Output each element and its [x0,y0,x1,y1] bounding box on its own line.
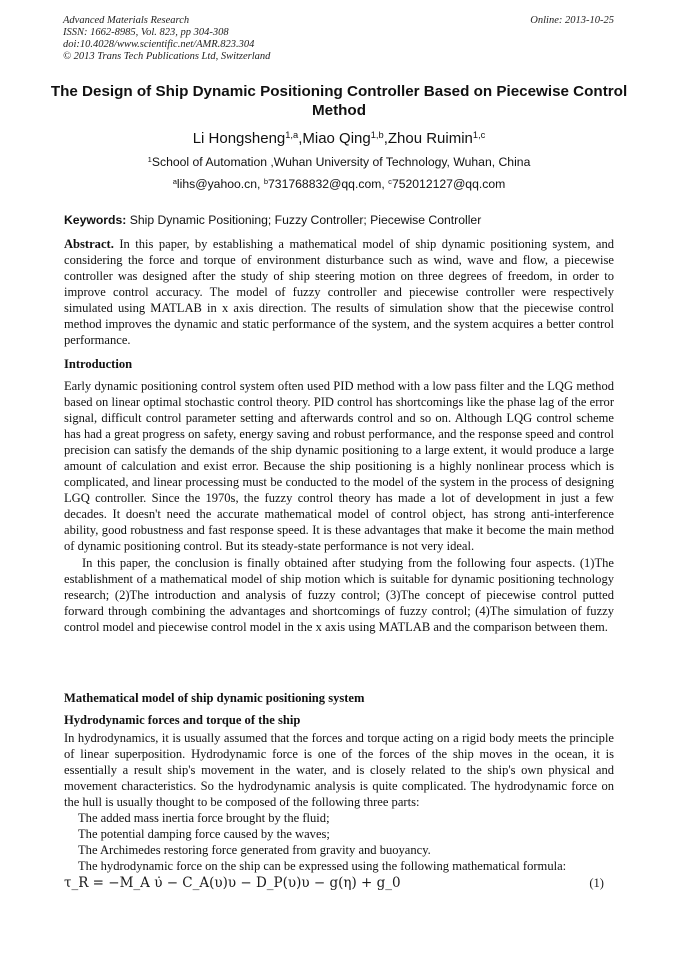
author-name: Li Hongsheng [192,130,286,147]
online-date: Online: 2013-10-25 [530,15,614,26]
author-name: Miao Qing [302,130,371,147]
email-link[interactable]: 731768832@qq.com [268,177,382,191]
abstract-text: In this paper, by establishing a mathematical model of ship dynamic positioning system, and considering the force and torque of environment disturbance such as wind, wave and flow, a piecewise controller was designed after the study of ship steering motion on three degrees of freedom, in order to improve control accuracy. The model of fuzzy controller and piecewise controller were respectively simulated using MATLAB in x axis direction. The results of simulation show that the piecewise control method improves the dynamic and static performance of the system, and the system acquires a better control performance. [64,237,614,348]
abstract-label: Abstract. [64,237,114,251]
introduction-paragraph: In this paper, the conclusion is finally obtained after studying from the following four aspects. (1)The establishment of a mathematical model of ship motion which is suitable for dynamic positioning technology research; (2)The introduction and analysis of fuzzy control; (3)The concept of piecewise control putted forward through combining the advantages and shortcomings of fuzzy control; (4)The simulation of fuzzy control model and piecewise control model in the x axis using MATLAB and the comparison between them. [64,555,614,634]
introduction-paragraph: Early dynamic positioning control system often used PID method with a low pass filter and the LQG method based on linear optimal stochastic control theory. PID control has shortcomings like the phase lag of the error signal, difficult control parameter setting and afterwards control and so on. Although LQG control scheme has had a great progress on safety, energy saving and robust performance, and the response speed and control precision can satisfy the demands of the ship dynamic positioning to a large extent, it would produce a large amount of calculation and exist error. Because the ship positioning is a highly nonlinear process which is complicated, and linear processing must be conducted to the model of the system in the process of designing LGQ controller. Since the 1970s, the fuzzy control theory has made a lot of development in just a few decades. It doesn't need the accurate mathematical model of control object, has strong anti-interference ability, good robustness and fast response speed. It is these advantages that make it become the main method of dynamic positioning control. But its steady-state performance is not very ideal. [64,379,614,554]
author-sup: 1,a [285,129,299,140]
email-link[interactable]: 752012127@qq.com [391,177,506,191]
affiliation [40,155,638,170]
introduction-heading: Introduction [64,357,133,371]
journal-header [63,15,270,63]
doi: doi:10.4028/www.scientific.net/AMR.823.304 [63,39,255,50]
journal-name: Advanced Materials Research [63,15,190,26]
author-separator: , [383,130,388,147]
keywords-label: Keywords: [64,213,127,227]
list-item: The hydrodynamic force on the ship can be expressed using the following mathematical formula: [78,859,567,874]
email-separator: , [257,177,264,191]
introduction-body [64,378,614,635]
email-separator: , [381,177,389,191]
author-sup: 1,b [370,129,384,140]
keywords [64,213,616,228]
paper-title: The Design of Ship Dynamic Positioning Controller Based on Piecewise Control Method [50,83,628,119]
list-item: The added mass inertia force brought by the fluid; [78,811,330,826]
hydrodynamics-paragraph: In hydrodynamics, it is usually assumed that the forces and torque acting on a rigid body meets the principle of linear superposition. Hydrodynamic force is one of the forces of the ship moves in the ocean, it is essentially a result ship's movement in the water, and is closely related to the ship's own physical and movement characteristics. So the hydrodynamic analysis is quite complicated. The hydrodynamic force on the hull is usually thought to be composed of the following three parts: [64,731,614,810]
email-sup: b [263,176,269,186]
issn: ISSN: 1662-8985, Vol. 823, pp 304-308 [63,27,229,38]
subsection-heading: Hydrodynamic forces and torque of the ship [64,713,301,727]
affiliation-sup: 1 [147,154,152,164]
email-sup: a [172,176,177,186]
equation-1 [64,873,604,895]
email-list [40,177,638,192]
list-item: The potential damping force caused by the waves; [78,827,330,842]
hydrodynamics-body [64,730,614,874]
author-separator: , [298,130,303,147]
copyright: © 2013 Trans Tech Publications Ltd, Switzerland [63,51,271,62]
equation-formula: τ_R = −M_A υ̇ − C_A(υ)υ − D_P(υ)υ − g(η) + g_0 [64,875,401,891]
keywords-text: Ship Dynamic Positioning; Fuzzy Controller; Piecewise Controller [129,213,482,227]
list-item: The Archimedes restoring force generated from gravity and buoyancy. [78,843,431,858]
author-sup: 1,c [472,129,486,140]
equation-number: (1) [589,876,604,890]
author-list [40,130,638,148]
email-link[interactable]: lihs@yahoo.cn [176,177,258,191]
email-sup: c [388,176,392,186]
affiliation-text: School of Automation ,Wuhan University of Technology, Wuhan, China [151,155,531,169]
author-name: Zhou Ruimin [387,130,473,147]
abstract [64,236,614,348]
section-heading: Mathematical model of ship dynamic positioning system [64,691,365,705]
